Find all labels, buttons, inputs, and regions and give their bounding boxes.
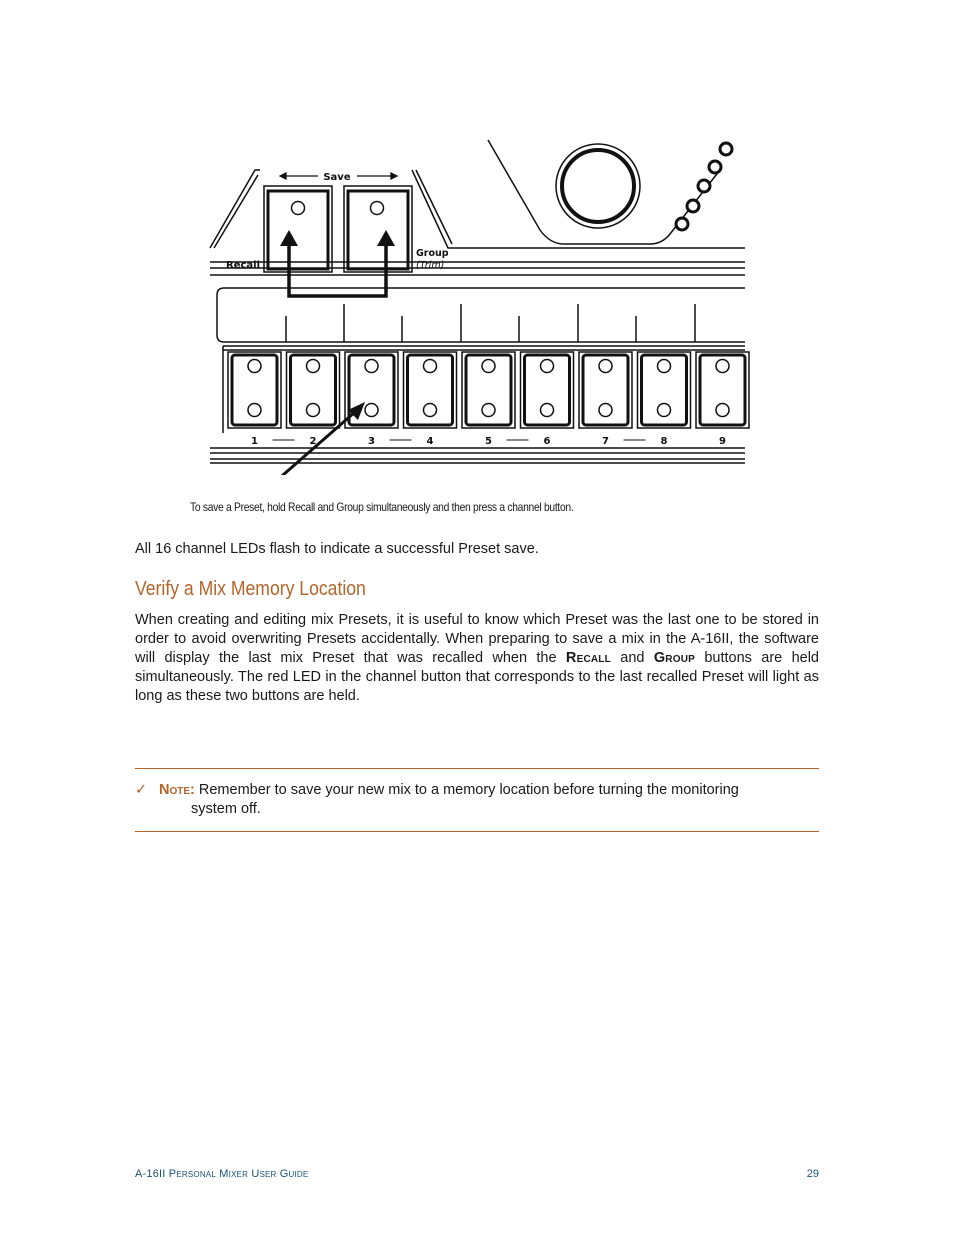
- channel-button-2: [287, 352, 340, 428]
- channel-led: [424, 360, 437, 373]
- note-label: Note:: [159, 782, 195, 798]
- channel-number-7: 7: [602, 436, 609, 447]
- channel-number-3: 3: [368, 436, 375, 447]
- paragraph-verify-part1: When creating and editing mix Presets, it is useful to know which Preset was the last one to be stored in order to avoid overwriting Presets accidentally. When preparing to save a mix in the A-16II, the software will display the last mix Preset that was recalled when the: [135, 612, 819, 666]
- channel-button-3: [345, 352, 398, 428]
- channel-number-5: 5: [485, 436, 492, 447]
- section-heading: Verify a Mix Memory Location: [135, 578, 366, 600]
- trim-label: (Trim): [416, 260, 445, 271]
- pointer-arrow: [275, 402, 365, 475]
- figure-caption: To save a Preset, hold Recall and Group simultaneously and then press a channel button.: [190, 500, 574, 514]
- channel-number-1: 1: [251, 436, 258, 447]
- channel-led: [599, 404, 612, 417]
- channel-led: [307, 404, 320, 417]
- channel-led: [716, 404, 729, 417]
- channel-number-4: 4: [426, 436, 434, 447]
- channel-button-1: [228, 352, 281, 428]
- paragraph-led-flash: All 16 channel LEDs flash to indicate a successful Preset save.: [135, 541, 539, 557]
- channel-led: [658, 360, 671, 373]
- paragraph-verify: [135, 611, 819, 706]
- recall-keyword: Recall: [565, 650, 611, 666]
- page-number: 29: [806, 1168, 819, 1180]
- level-leds: [676, 143, 732, 230]
- channel-button-4: [404, 352, 457, 428]
- volume-knob: [556, 144, 640, 228]
- mixer-diagram: [200, 130, 760, 475]
- bracket-arrowheads: [280, 230, 395, 246]
- group-label: Group: [416, 248, 449, 259]
- channel-led: [541, 360, 554, 373]
- checkmark-icon: ✓: [135, 782, 148, 798]
- note-divider-top: [135, 768, 819, 769]
- channel-led: [599, 360, 612, 373]
- note-box: [135, 781, 775, 819]
- channel-led: [424, 404, 437, 417]
- channel-led: [248, 360, 261, 373]
- channel-button-8: [638, 352, 691, 428]
- and-text: and: [610, 650, 654, 666]
- channel-led: [365, 404, 378, 417]
- channel-button-9: [696, 352, 749, 428]
- channel-led: [365, 360, 378, 373]
- channel-led: [307, 360, 320, 373]
- channel-number-2: 2: [309, 436, 317, 447]
- note-divider-bottom: [135, 831, 819, 832]
- channel-number-8: 8: [660, 436, 668, 447]
- channel-number-6: 6: [543, 436, 551, 447]
- footer-title: A-16II Personal Mixer User Guide: [135, 1168, 309, 1180]
- channel-button-5: [462, 352, 515, 428]
- channel-led: [482, 360, 495, 373]
- note-text-line2: system off.: [191, 801, 261, 817]
- channel-button-6: [521, 352, 574, 428]
- channel-led: [541, 404, 554, 417]
- channel-number-9: 9: [719, 436, 726, 447]
- channel-led: [482, 404, 495, 417]
- paragraph-verify-part2: buttons are held simultaneously. The red LED in the channel button that corresponds to the last recalled Preset will light as long as these two buttons are held.: [135, 650, 819, 704]
- recall-group-buttons: [264, 186, 412, 272]
- channel-led: [716, 360, 729, 373]
- channel-buttons: [228, 352, 749, 428]
- channel-button-7: [579, 352, 632, 428]
- recall-label: Recall: [226, 260, 261, 271]
- channel-led: [248, 404, 261, 417]
- note-text-line1: Remember to save your new mix to a memory location before turning the monitoring: [198, 782, 739, 798]
- save-label: Save: [323, 172, 351, 183]
- group-keyword: Group: [653, 650, 695, 666]
- channel-led: [658, 404, 671, 417]
